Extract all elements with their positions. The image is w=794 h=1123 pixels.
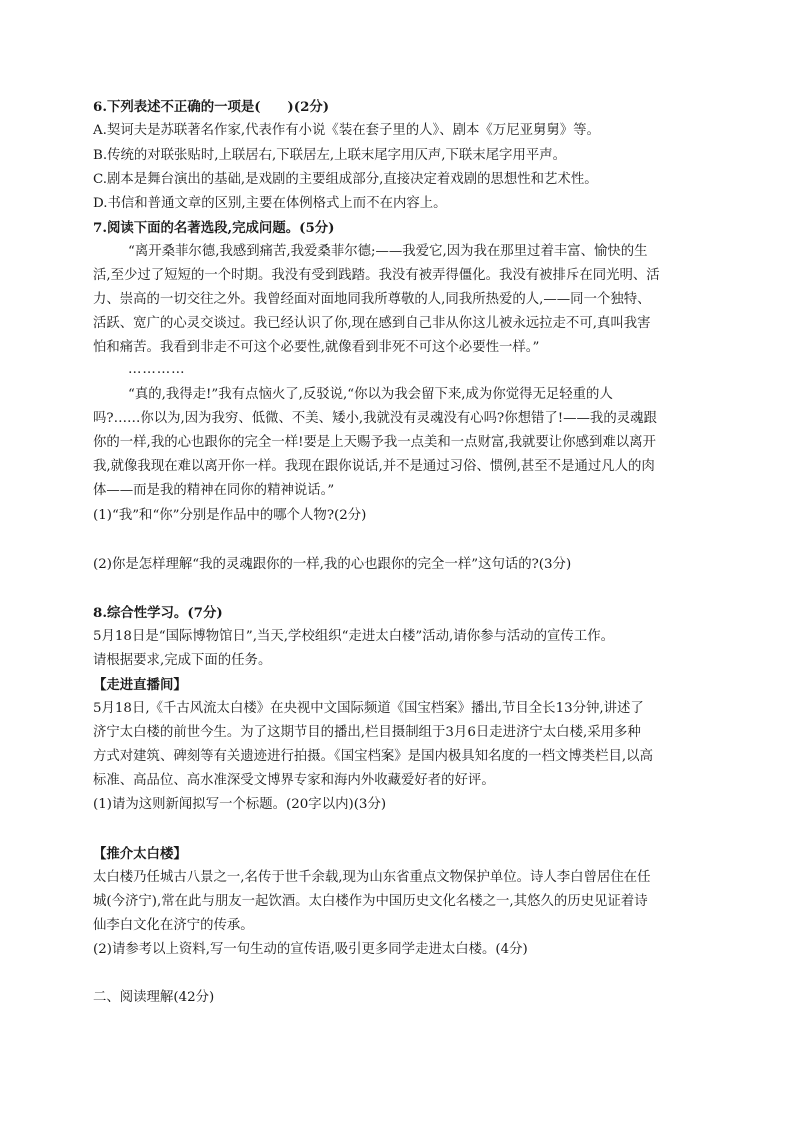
q8-section2-line: 城(今济宁),常在此与朋友一起饮酒。太白楼作为中国历史文化名楼之一,其悠久的历史见证着诗	[93, 894, 648, 909]
q7-ellipsis: …………	[128, 362, 186, 377]
q7-para2-line: 体——而是我的精神在同你的精神说话。”	[93, 483, 335, 498]
q8-task-2: (2)请参考以上资料,写一句生动的宣传语,吸引更多同学走进太白楼。(4分)	[93, 942, 528, 957]
q7-subquestion-2: (2)你是怎样理解“我的灵魂跟你的一样,我的心也跟你的完全一样”这句话的?(3分)	[93, 557, 572, 572]
q7-para1-line: 力、崇高的一切交往之外。我曾经面对面地同我所尊敬的人,同我所热爱的人,——同一个独特、	[93, 292, 651, 307]
q6-option-d: D.书信和普通文章的区别,主要在体例格式上而不在内容上。	[93, 196, 447, 211]
q8-intro-line: 5月18日是“国际博物馆日”,当天,学校组织“走进太白楼”活动,请你参与活动的宣传工作。	[93, 629, 614, 644]
q8-section1-line: 5月18日,《千古风流太白楼》在央视中文国际频道《国宝档案》播出,节目全长13分钟,讲述了	[93, 701, 644, 716]
q6-option-b: B.传统的对联张贴时,上联居右,下联居左,上联末尾字用仄声,下联末尾字用平声。	[93, 148, 567, 163]
q7-para2-line: 吗?……你以为,因为我穷、低微、不美、矮小,我就没有灵魂没有心吗?你想错了!——我的灵魂跟	[93, 411, 657, 426]
q8-task-1: (1)请为这则新闻拟写一个标题。(20字以内)(3分)	[93, 797, 387, 812]
q8-title: 8.综合性学习。(7分)	[93, 605, 223, 621]
q8-section1-heading: 【走进直播间】	[93, 677, 187, 693]
q7-para1-line: 活跃、宽广的心灵交谈过。我已经认识了你,现在感到自己非从你这儿被永远拉走不可,真叫我害	[93, 316, 651, 331]
q6-title: 6.下列表述不正确的一项是( )(2分)	[93, 99, 330, 115]
q8-section2-line: 太白楼乃任城古八景之一,名传于世千余载,现为山东省重点文物保护单位。诗人李白曾居住在任	[93, 870, 651, 885]
q7-para1-line: 怕和痛苦。我看到非走不可这个必要性,就像看到非死不可这个必要性一样。”	[93, 340, 540, 355]
q7-para2-line: “真的,我得走!”我有点恼火了,反驳说,“你以为我会留下来,成为你觉得无足轻重的人	[128, 387, 613, 402]
q7-title: 7.阅读下面的名著选段,完成问题。(5分)	[93, 220, 335, 236]
q8-section1-line: 标准、高品位、高水准深受文博界专家和海内外收藏爱好者的好评。	[93, 773, 495, 788]
q7-para2-line: 你的一样,我的心也跟你的完全一样!要是上天赐予我一点美和一点财富,我就要让你感到难以离开	[93, 435, 656, 450]
part2-heading: 二、阅读理解(42分)	[93, 990, 215, 1005]
q8-section2-line: 仙李白文化在济宁的传承。	[93, 918, 254, 933]
q7-para2-line: 我,就像我现在难以离开你一样。我现在跟你说话,并不是通过习俗、惯例,甚至不是通过凡人的肉	[93, 459, 655, 474]
q8-intro-line: 请根据要求,完成下面的任务。	[93, 653, 272, 668]
q7-subquestion-1: (1)“我”和“你”分别是作品中的哪个人物?(2分)	[93, 508, 367, 523]
q8-section1-line: 济宁太白楼的前世今生。为了这期节目的播出,栏目摄制组于3月6日走进济宁太白楼,采用多种	[93, 725, 641, 740]
q7-para1-line: “离开桑菲尔德,我感到痛苦,我爱桑菲尔德;——我爱它,因为我在那里过着丰富、愉快的生	[128, 244, 648, 259]
q6-option-c: C.剧本是舞台演出的基础,是戏剧的主要组成部分,直接决定着戏剧的思想性和艺术性。	[93, 172, 598, 187]
q7-para1-line: 活,至少过了短短的一个时期。我没有受到践踏。我没有被弄得僵化。我没有被排斥在同光明、活	[93, 268, 660, 283]
q8-section1-line: 方式对建筑、碑刻等有关遗迹进行拍摄。《国宝档案》是国内极具知名度的一档文博类栏目,以高	[93, 749, 653, 764]
q8-section2-heading: 【推介太白楼】	[93, 846, 187, 862]
q6-option-a: A.契诃夫是苏联著名作家,代表作有小说《装在套子里的人》、剧本《万尼亚舅舅》等。	[93, 123, 600, 138]
